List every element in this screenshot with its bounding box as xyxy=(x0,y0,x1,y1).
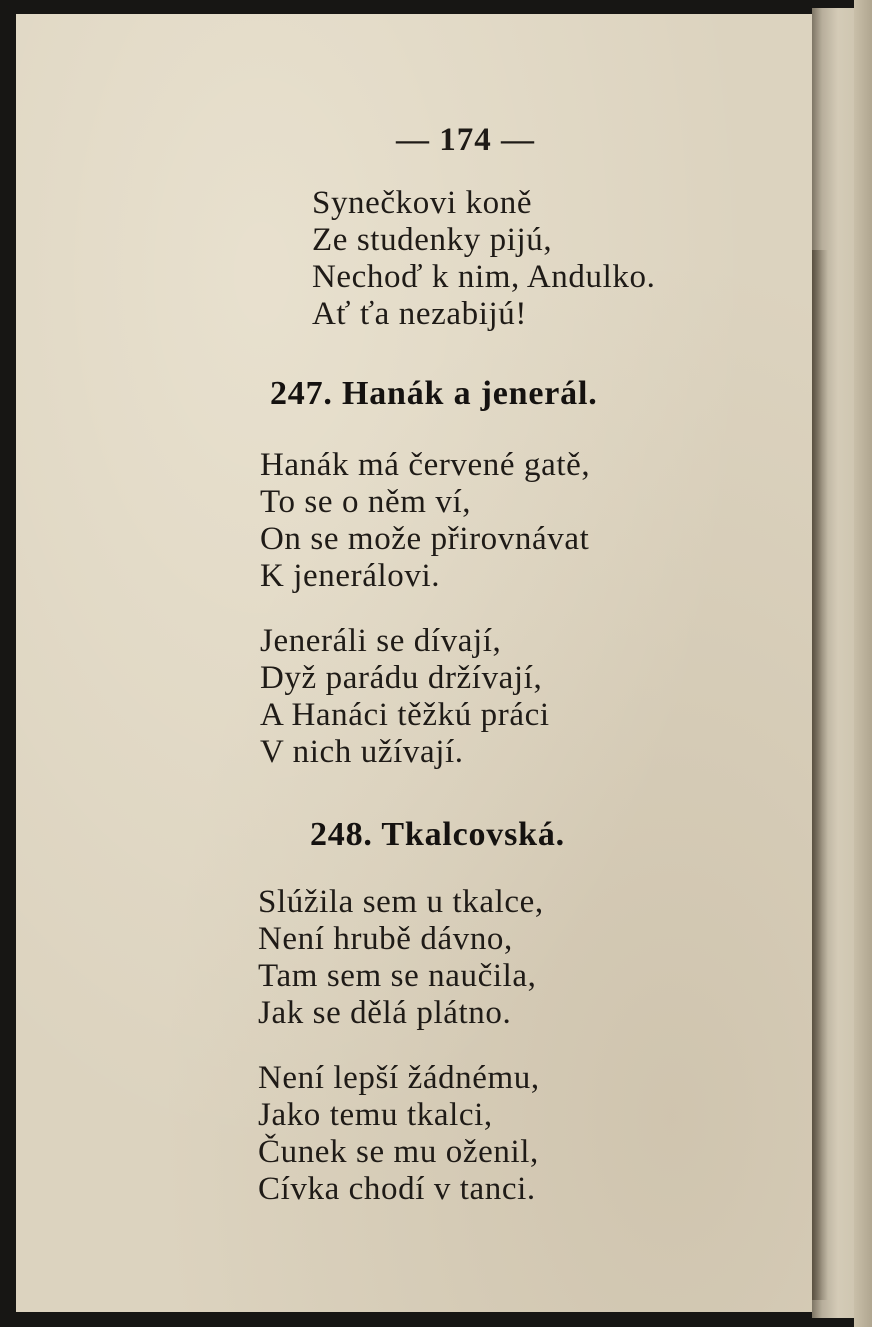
song-title-247: 247. Hanák a jenerál. xyxy=(270,375,598,412)
book-page xyxy=(16,14,836,1312)
verse-line: To se o něm ví, xyxy=(260,484,472,520)
verse-line: Jako temu tkalci, xyxy=(258,1097,493,1133)
verse-line: On se može přirovnávat xyxy=(260,521,590,557)
verse-line: Hanák má červené gatě, xyxy=(260,447,591,483)
stanza-248-2 xyxy=(258,1060,540,1208)
page-number: — 174 — xyxy=(396,122,535,158)
verse-line: Cívka chodí v tanci. xyxy=(258,1171,536,1207)
verse-line: Synečkovi koně xyxy=(312,185,533,221)
next-page-edge xyxy=(854,0,872,1327)
verse-line: A Hanáci těžkú práci xyxy=(260,697,550,733)
verse-line: Dyž parádu držívají, xyxy=(260,660,543,696)
verse-line: Nechoď k nim, Andulko. xyxy=(312,259,656,295)
verse-line: K jenerálovi. xyxy=(260,558,441,594)
verse-line: Není lepší žádnému, xyxy=(258,1060,540,1096)
stanza-top xyxy=(312,185,655,333)
verse-line: Není hrubě dávno, xyxy=(258,921,513,957)
verse-line: Slúžila sem u tkalce, xyxy=(258,884,544,920)
stanza-247-2 xyxy=(260,623,550,771)
verse-line: Ať ťa nezabijú! xyxy=(312,296,527,332)
verse-line: Ze studenky pijú, xyxy=(312,222,553,258)
verse-line: Čunek se mu oženil, xyxy=(258,1134,539,1170)
verse-line: V nich užívají. xyxy=(260,734,464,770)
verse-line: Tam sem se naučila, xyxy=(258,958,537,994)
song-title-248: 248. Tkalcovská. xyxy=(310,816,565,853)
gutter-shadow xyxy=(812,250,828,1300)
stanza-247-1 xyxy=(260,447,590,595)
verse-line: Jak se dělá plátno. xyxy=(258,995,512,1031)
stanza-248-1 xyxy=(258,884,544,1032)
verse-line: Jeneráli se dívají, xyxy=(260,623,502,659)
